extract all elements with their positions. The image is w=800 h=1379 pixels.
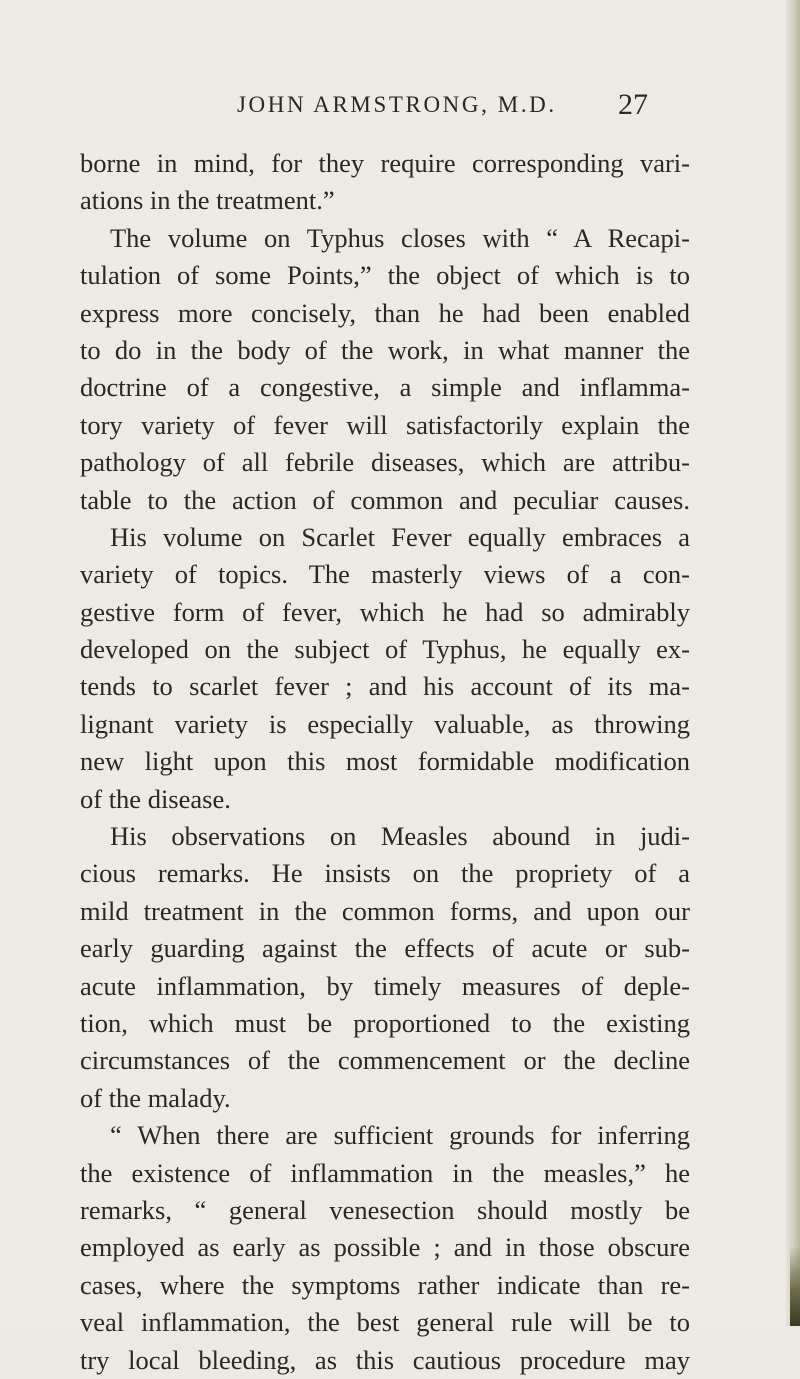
page-edge-dark-corner [790,1246,800,1326]
text-line: The volume on Typhus closes with “ A Recapi- [110,222,690,253]
running-head-title: JOHN ARMSTRONG, M.D. [237,92,557,117]
text-line: cases, where the symptoms rather indicate than re- [80,1269,690,1300]
text-line: His observations on Measles abound in judi- [110,821,690,852]
text-line: borne in mind, for they require corresponding vari- [80,148,690,178]
text-line: employed as early as possible ; and in those obscure [80,1232,690,1263]
running-head [0,88,800,128]
text-line: mild treatment in the common forms, and upon our [80,895,690,926]
text-line: developed on the subject of Typhus, he equally ex- [80,634,690,665]
text-line: acute inflammation, by timely measures of deple- [80,970,690,1001]
page-number: 27 [618,88,648,121]
page-edge-shadow [786,0,800,1326]
text-line: tulation of some Points,” the object of which is to [80,260,690,291]
text-line: tion, which must be proportioned to the existing [80,1007,690,1038]
text-line: pathology of all febrile diseases, which are attribu- [80,447,690,478]
text-line: of the malady. [80,1082,231,1113]
text-line: veal inflammation, the best general rule will be to [80,1307,690,1338]
text-line: try local bleeding, as this cautious procedure may [80,1344,690,1375]
text-line: table to the action of common and peculiar causes. [80,484,690,515]
text-line: cious remarks. He insists on the propriety of a [80,858,690,889]
text-line: gestive form of fever, which he had so admirably [80,596,690,627]
text-line: ations in the treatment.” [80,185,335,216]
text-line: circumstances of the commencement or the decline [80,1045,690,1076]
text-line: variety of topics. The masterly views of a con- [80,559,690,590]
text-line: His volume on Scarlet Fever equally embraces a [110,521,690,552]
text-line: new light upon this most formidable modification [80,746,690,777]
text-line: the existence of inflammation in the measles,” he [80,1157,690,1188]
body-text [80,145,690,1379]
text-line: “ When there are sufficient grounds for inferring [110,1120,690,1151]
text-line: of the disease. [80,783,231,814]
text-line: to do in the body of the work, in what manner the [80,334,690,365]
text-line: tends to scarlet fever ; and his account of its ma- [80,671,690,702]
text-line: doctrine of a congestive, a simple and inflamma- [80,372,690,403]
text-line: lignant variety is especially valuable, as throwing [80,708,690,739]
text-line: tory variety of fever will satisfactorily explain the [80,409,690,440]
text-line: express more concisely, than he had been enabled [80,297,690,328]
text-line: remarks, “ general venesection should mostly be [80,1194,690,1225]
text-line: early guarding against the effects of acute or sub- [80,933,690,964]
